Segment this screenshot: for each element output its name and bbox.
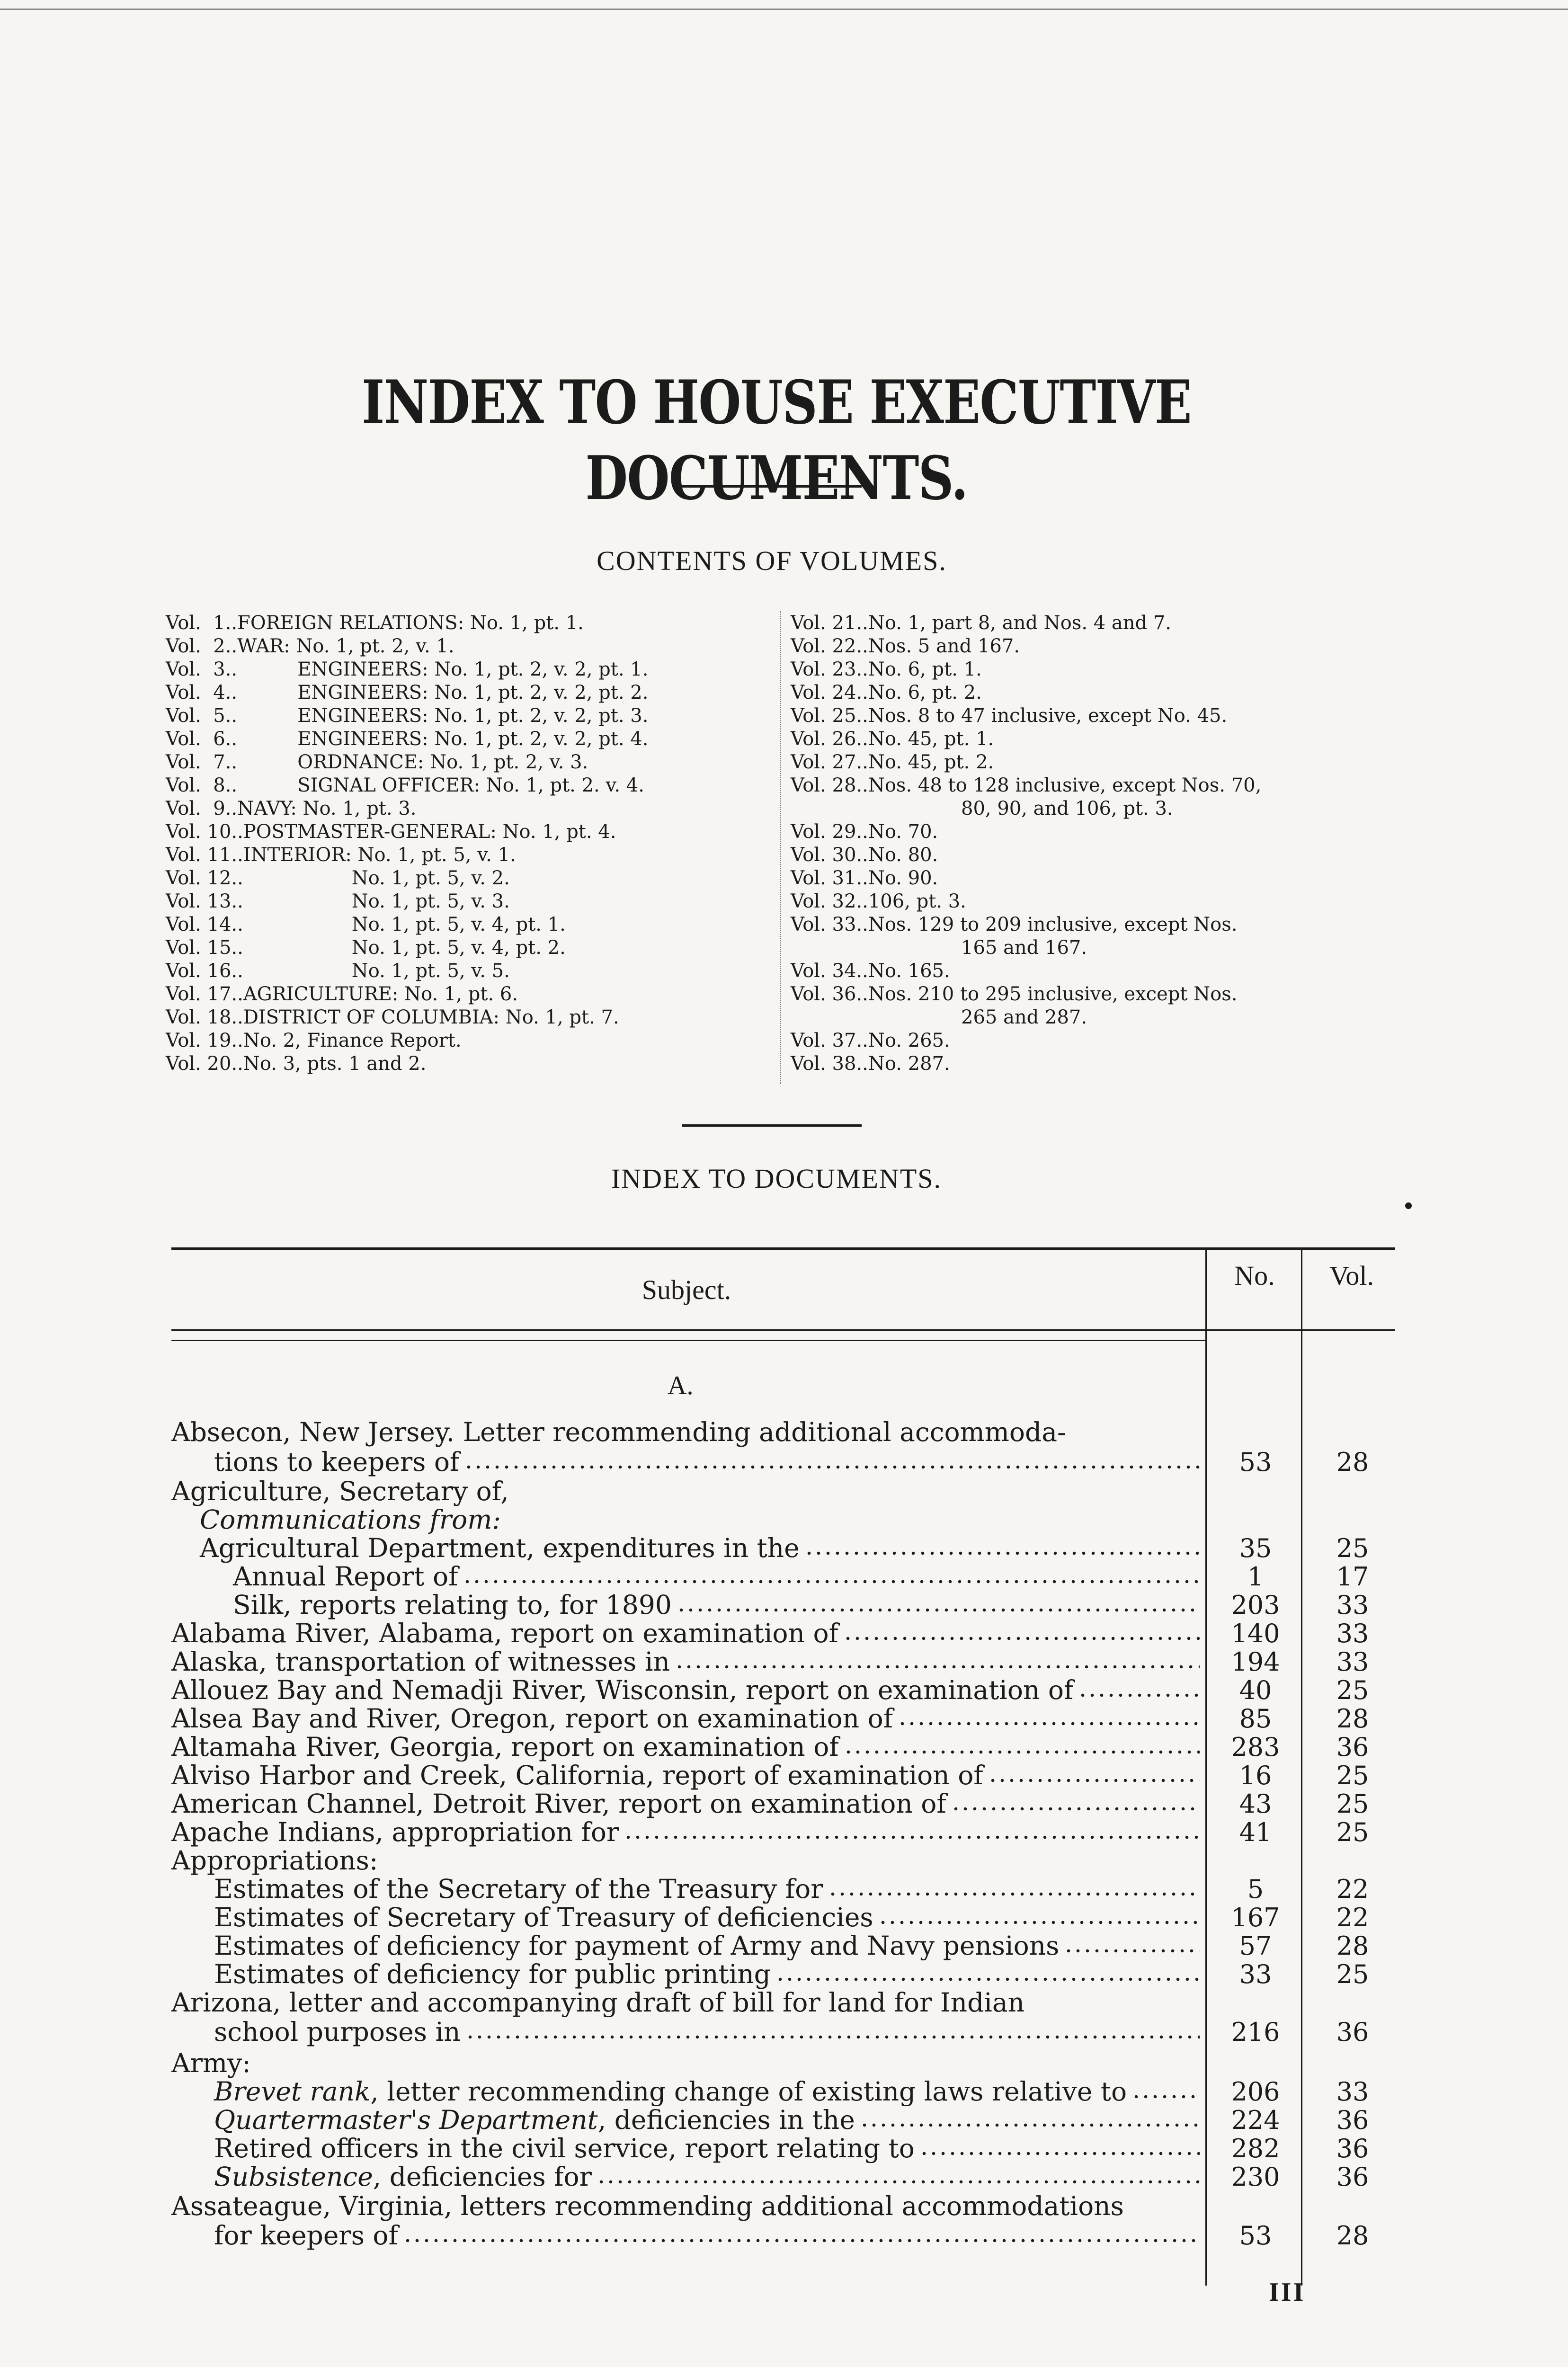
table-row [171, 1988, 1398, 2017]
row-doc-number: 35 [1239, 1533, 1272, 1563]
table-row [171, 2018, 1398, 2047]
row-subject-text: Agriculture, Secretary of, [171, 1477, 509, 1506]
table-row [171, 1931, 1398, 1960]
volume-line: Vol. 26..No. 45, pt. 1. [791, 728, 994, 750]
dot-leader [828, 1891, 1200, 1897]
row-subject-text: for keepers of [214, 2221, 398, 2250]
row-subject [171, 1647, 1203, 1676]
row-subject-text: Estimates of deficiency for payment of Army and Navy pensions [214, 1931, 1060, 1960]
volume-line: Vol. 16.. No. 1, pt. 5, v. 5. [166, 960, 510, 982]
table-row [171, 1960, 1398, 1989]
row-subject [171, 2077, 1203, 2106]
row-subject [171, 1534, 1203, 1563]
row-subject [171, 1875, 1203, 1904]
contents-rule [682, 1124, 862, 1127]
row-volume: 36 [1336, 1732, 1369, 1762]
volume-line: Vol. 24..No. 6, pt. 2. [791, 682, 982, 703]
row-subject-text: Retired officers in the civil service, report relating to [214, 2134, 915, 2163]
title-rule [682, 485, 862, 488]
row-subject [171, 1988, 1203, 2017]
row-subject [171, 1960, 1203, 1989]
row-subject-text: Subsistence, deficiencies for [214, 2162, 592, 2191]
contents-left-column [166, 612, 776, 1076]
row-subject-text: Brevet rank, letter recommending change of existing laws relative to [214, 2077, 1127, 2106]
row-volume: 25 [1336, 1675, 1369, 1705]
dot-leader [677, 1607, 1200, 1613]
row-volume: 25 [1336, 1959, 1369, 1989]
row-subject [171, 1505, 1203, 1534]
row-volume: 22 [1336, 1874, 1369, 1904]
row-subject-text: Altamaha River, Georgia, report on examination of [171, 1733, 839, 1762]
dot-leader [597, 2179, 1200, 2185]
row-subject-text: Alsea Bay and River, Oregon, report on examination of [171, 1704, 893, 1733]
row-subject [171, 2018, 1203, 2047]
row-subject-text: Alabama River, Alabama, report on examination of [171, 1619, 838, 1648]
page-folio: III [1269, 2278, 1306, 2307]
row-subject [171, 1619, 1203, 1648]
table-row [171, 1733, 1398, 1762]
dot-leader [465, 2034, 1200, 2040]
row-volume: 33 [1336, 1619, 1369, 1648]
dot-leader [1131, 2094, 1200, 2100]
table-row [171, 1534, 1398, 1563]
dot-leader [878, 1920, 1200, 1925]
index-heading: INDEX TO DOCUMENTS. [611, 1163, 942, 1194]
row-doc-number: 140 [1231, 1619, 1280, 1648]
volume-line: Vol. 34..No. 165. [791, 960, 950, 982]
row-volume: 33 [1336, 1647, 1369, 1677]
dot-leader [804, 1550, 1200, 1556]
row-doc-number: 33 [1239, 1959, 1272, 1989]
row-volume: 36 [1336, 2105, 1369, 2135]
table-top-rule [171, 1247, 1395, 1250]
table-row [171, 2106, 1398, 2135]
volume-line: Vol. 7.. ORDNANCE: No. 1, pt. 2, v. 3. [166, 751, 588, 773]
row-subject [171, 2221, 1203, 2250]
row-doc-number: 194 [1231, 1647, 1280, 1677]
row-subject-text: Alviso Harbor and Creek, California, report of examination of [171, 1761, 983, 1790]
dot-leader [463, 1579, 1200, 1584]
dot-leader [675, 1664, 1200, 1670]
row-volume: 22 [1336, 1903, 1369, 1932]
row-volume: 25 [1336, 1761, 1369, 1790]
ink-speck [1405, 1202, 1412, 1209]
row-doc-number: 43 [1239, 1789, 1272, 1819]
row-doc-number: 41 [1239, 1817, 1272, 1847]
row-subject-text: Assateague, Virginia, letters recommending additional accommodations [171, 2192, 1124, 2221]
dot-leader [988, 1778, 1200, 1783]
row-subject [171, 1761, 1203, 1790]
row-subject [171, 2162, 1203, 2191]
volume-line: Vol. 29..No. 70. [791, 821, 938, 843]
row-doc-number: 224 [1231, 2105, 1280, 2135]
volume-line: Vol. 37..No. 265. [791, 1030, 950, 1051]
row-volume: 28 [1336, 1447, 1369, 1477]
row-doc-number: 230 [1231, 2162, 1280, 2192]
row-subject [171, 1676, 1203, 1705]
volume-line: Vol. 30..No. 80. [791, 844, 938, 866]
contents-right-column [791, 612, 1406, 1076]
dot-leader [403, 2238, 1200, 2243]
volume-line: 265 and 287. [961, 1006, 1087, 1028]
contents-heading: CONTENTS OF VOLUMES. [597, 545, 947, 576]
no-column-header: No. [1234, 1260, 1275, 1291]
row-subject [171, 2106, 1203, 2135]
row-doc-number: 57 [1239, 1931, 1272, 1961]
row-volume: 17 [1336, 1562, 1369, 1592]
dot-leader [1064, 1948, 1200, 1954]
row-subject-text: Apache Indians, appropriation for [171, 1818, 619, 1847]
volume-line: Vol. 32..106, pt. 3. [791, 890, 966, 912]
row-subject [171, 1448, 1203, 1477]
table-row [171, 1789, 1398, 1818]
table-row [171, 2221, 1398, 2250]
row-volume: 25 [1336, 1533, 1369, 1563]
volume-line: Vol. 1..FOREIGN RELATIONS: No. 1, pt. 1. [166, 612, 584, 634]
row-volume: 28 [1336, 2221, 1369, 2251]
row-volume: 36 [1336, 2134, 1369, 2163]
dot-leader [860, 2122, 1200, 2128]
volume-line: Vol. 11..INTERIOR: No. 1, pt. 5, v. 1. [166, 844, 516, 866]
row-doc-number: 85 [1239, 1704, 1272, 1734]
row-subject-text: Estimates of deficiency for public printing [214, 1960, 771, 1989]
volume-line: Vol. 9..NAVY: No. 1, pt. 3. [166, 798, 417, 819]
row-subject-text: tions to keepers of [214, 1448, 460, 1477]
table-row [171, 1818, 1398, 1847]
table-row [171, 1505, 1398, 1534]
row-volume: 25 [1336, 1789, 1369, 1819]
table-row [171, 2049, 1398, 2078]
dot-leader [464, 1464, 1200, 1470]
row-subject [171, 2049, 1203, 2078]
row-subject-text: Silk, reports relating to, for 1890 [233, 1591, 672, 1620]
table-row [171, 1903, 1398, 1932]
row-subject [171, 1903, 1203, 1932]
volume-line: Vol. 12.. No. 1, pt. 5, v. 2. [166, 867, 510, 889]
row-volume: 36 [1336, 2162, 1369, 2192]
row-subject [171, 1846, 1203, 1875]
row-subject-text: Appropriations: [171, 1846, 378, 1875]
row-subject-text: Army: [171, 2049, 251, 2078]
row-subject [171, 1477, 1203, 1506]
table-row [171, 1647, 1398, 1676]
row-doc-number: 40 [1239, 1675, 1272, 1705]
volume-line: Vol. 17..AGRICULTURE: No. 1, pt. 6. [166, 983, 518, 1005]
dot-leader [1078, 1692, 1200, 1698]
volume-line: Vol. 10..POSTMASTER-GENERAL: No. 1, pt. 4. [166, 821, 616, 843]
table-row [171, 1619, 1398, 1648]
row-subject-text: Agricultural Department, expenditures in the [200, 1534, 800, 1563]
row-doc-number: 16 [1239, 1761, 1272, 1790]
table-row [171, 2077, 1398, 2106]
row-doc-number: 282 [1231, 2134, 1280, 2163]
row-volume: 33 [1336, 1590, 1369, 1620]
table-row [171, 1418, 1398, 1447]
row-subject [171, 2192, 1203, 2221]
row-doc-number: 53 [1239, 2221, 1272, 2251]
table-row [171, 1875, 1398, 1904]
volume-line: Vol. 3.. ENGINEERS: No. 1, pt. 2, v. 2, pt. 1. [166, 658, 649, 680]
row-volume: 28 [1336, 1704, 1369, 1734]
dot-leader [919, 2151, 1200, 2156]
row-subject-text: American Channel, Detroit River, report on examination of [171, 1789, 946, 1818]
table-row [171, 1477, 1398, 1506]
row-subject-text: school purposes in [214, 2018, 461, 2047]
volume-line: Vol. 4.. ENGINEERS: No. 1, pt. 2, v. 2, pt. 2. [166, 682, 649, 703]
row-doc-number: 283 [1231, 1732, 1280, 1762]
row-subject-text: Arizona, letter and accompanying draft of bill for land for Indian [171, 1988, 1025, 2017]
volume-line: Vol. 18..DISTRICT OF COLUMBIA: No. 1, pt. 7. [166, 1006, 619, 1028]
volume-line: Vol. 13.. No. 1, pt. 5, v. 3. [166, 890, 510, 912]
volume-line: Vol. 33..Nos. 129 to 209 inclusive, except Nos. [791, 914, 1238, 935]
row-volume: 25 [1336, 1817, 1369, 1847]
vol-column-header: Vol. [1329, 1260, 1374, 1291]
subject-bottom-rule [171, 1340, 1205, 1341]
table-row [171, 1761, 1398, 1790]
volume-line: Vol. 6.. ENGINEERS: No. 1, pt. 2, v. 2, pt. 4. [166, 728, 649, 750]
volume-line: Vol. 27..No. 45, pt. 2. [791, 751, 994, 773]
top-rule [0, 9, 1568, 10]
row-doc-number: 167 [1231, 1903, 1280, 1932]
table-row [171, 2192, 1398, 2221]
dot-leader [843, 1636, 1200, 1641]
row-subject-text: Estimates of the Secretary of the Treasury for [214, 1875, 823, 1904]
row-subject [171, 1418, 1203, 1447]
row-subject [171, 1931, 1203, 1960]
table-row [171, 1562, 1398, 1591]
row-subject-text: Absecon, New Jersey. Letter recommending additional accommoda- [171, 1418, 1066, 1447]
row-doc-number: 53 [1239, 1447, 1272, 1477]
table-row [171, 1846, 1398, 1875]
dot-leader [624, 1834, 1200, 1840]
table-row [171, 1448, 1398, 1477]
volume-line: Vol. 5.. ENGINEERS: No. 1, pt. 2, v. 2, pt. 3. [166, 705, 649, 727]
volume-line: Vol. 2..WAR: No. 1, pt. 2, v. 1. [166, 635, 454, 657]
row-doc-number: 203 [1231, 1590, 1280, 1620]
volume-line: Vol. 14.. No. 1, pt. 5, v. 4, pt. 1. [166, 914, 566, 935]
volume-line: Vol. 36..Nos. 210 to 295 inclusive, except Nos. [791, 983, 1238, 1005]
row-doc-number: 206 [1231, 2077, 1280, 2107]
volume-line: Vol. 20..No. 3, pts. 1 and 2. [166, 1053, 427, 1075]
row-subject [171, 1591, 1203, 1620]
table-row [171, 2134, 1398, 2163]
row-subject-text: Alaska, transportation of witnesses in [171, 1647, 670, 1676]
row-volume: 28 [1336, 1931, 1369, 1961]
volume-line: Vol. 23..No. 6, pt. 1. [791, 658, 982, 680]
row-volume: 36 [1336, 2017, 1369, 2047]
row-subject-text: Allouez Bay and Nemadji River, Wisconsin, report on examination of [171, 1676, 1074, 1705]
row-subject [171, 1562, 1203, 1591]
row-subject-text: Estimates of Secretary of Treasury of deficiencies [214, 1903, 873, 1932]
volume-line: Vol. 21..No. 1, part 8, and Nos. 4 and 7. [791, 612, 1172, 634]
subject-column-header: Subject. [641, 1274, 731, 1305]
volume-line: 80, 90, and 106, pt. 3. [961, 798, 1173, 819]
row-volume: 33 [1336, 2077, 1369, 2107]
volume-line: Vol. 19..No. 2, Finance Report. [166, 1030, 462, 1051]
volume-line: Vol. 22..Nos. 5 and 167. [791, 635, 1020, 657]
row-subject-text: Annual Report of [233, 1562, 458, 1591]
row-doc-number: 5 [1247, 1874, 1264, 1904]
volume-line: Vol. 15.. No. 1, pt. 5, v. 4, pt. 2. [166, 937, 566, 959]
dot-leader [775, 1976, 1200, 1982]
section-letter: A. [668, 1371, 694, 1400]
row-subject [171, 1818, 1203, 1847]
row-doc-number: 1 [1247, 1562, 1264, 1592]
table-row [171, 2162, 1398, 2191]
table-row [171, 1704, 1398, 1733]
row-subject [171, 2134, 1203, 2163]
row-subject [171, 1733, 1203, 1762]
row-subject [171, 1704, 1203, 1733]
volume-line: Vol. 8.. SIGNAL OFFICER: No. 1, pt. 2. v. 4. [166, 774, 644, 796]
dot-leader [898, 1721, 1200, 1726]
row-subject-text: Communications from: [200, 1505, 501, 1534]
table-row [171, 1676, 1398, 1705]
volume-line: 165 and 167. [961, 937, 1087, 959]
table-head-rule [171, 1329, 1395, 1331]
table-row [171, 1591, 1398, 1620]
dot-leader [844, 1749, 1200, 1755]
page-title: INDEX TO HOUSE EXECUTIVE DOCUMENTS. [362, 367, 1191, 513]
dot-leader [951, 1806, 1200, 1812]
contents-divider [780, 611, 781, 1084]
row-subject [171, 1789, 1203, 1818]
volume-line: Vol. 31..No. 90. [791, 867, 938, 889]
row-subject-text: Quartermaster's Department, deficiencies in the [214, 2106, 855, 2135]
row-doc-number: 216 [1231, 2017, 1280, 2047]
volume-line: Vol. 38..No. 287. [791, 1053, 950, 1075]
volume-line: Vol. 28..Nos. 48 to 128 inclusive, except Nos. 70, [791, 774, 1262, 796]
volume-line: Vol. 25..Nos. 8 to 47 inclusive, except No. 45. [791, 705, 1228, 727]
